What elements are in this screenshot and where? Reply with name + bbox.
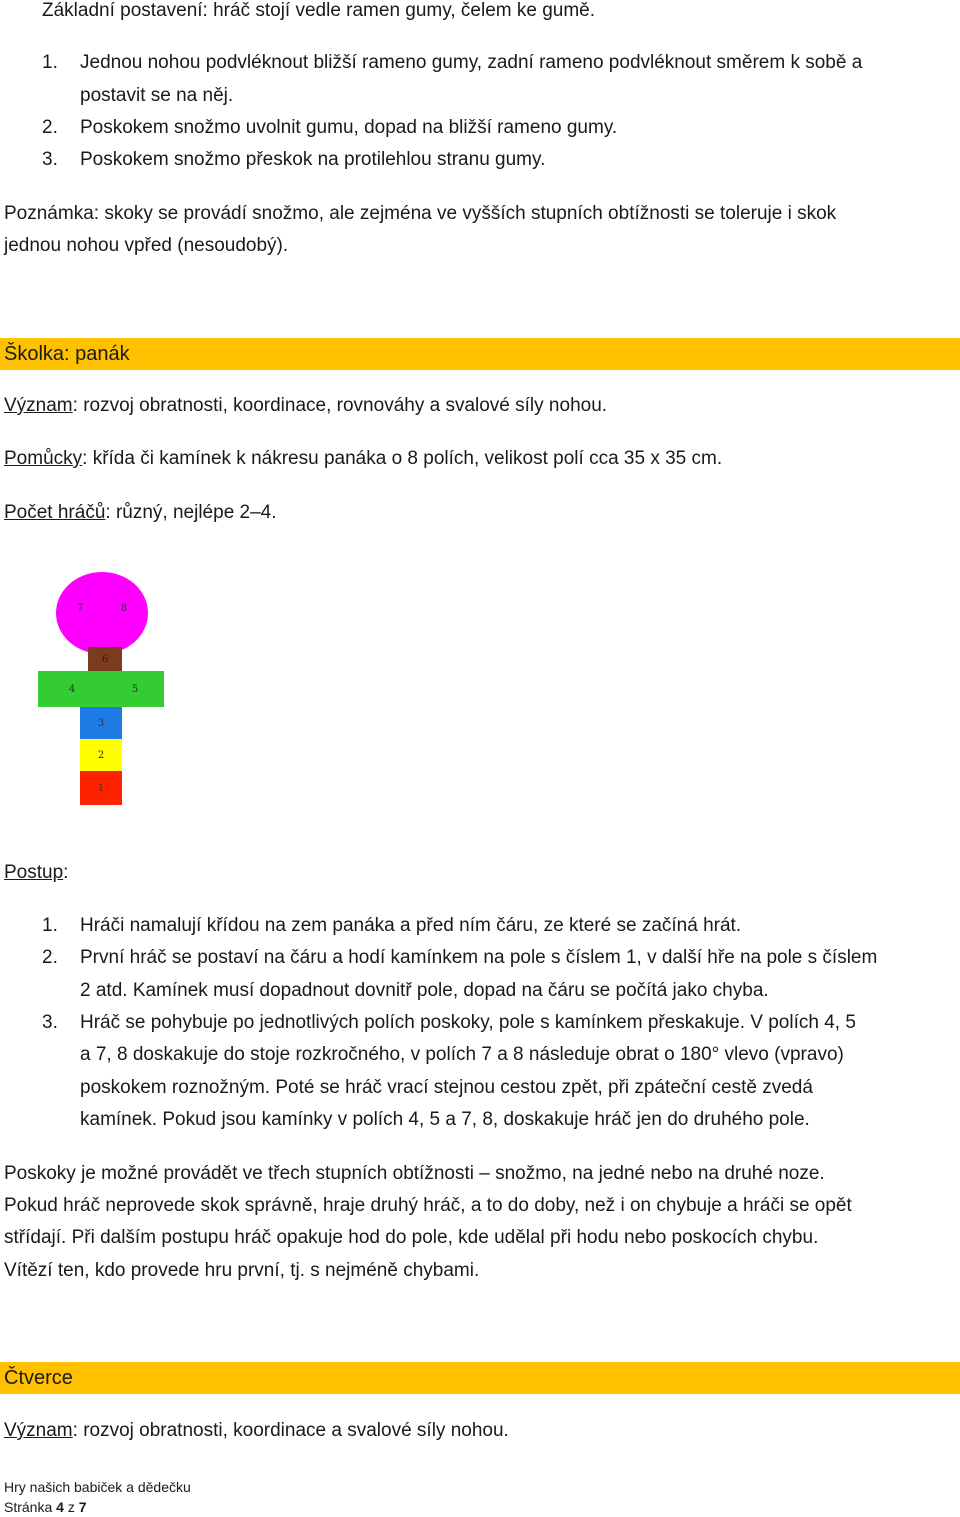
figure-cell-6: 6 <box>88 647 122 671</box>
procedure-step-line: 2 atd. Kamínek musí dopadnout dovnitř pole, dopad na čáru se počítá jako chyba. <box>80 980 769 1001</box>
meaning-label: Význam <box>4 395 73 416</box>
hopscotch-figure <box>30 565 180 815</box>
page-total: 7 <box>78 1499 87 1515</box>
note-line: jednou nohou vpřed (nesoudobý). <box>4 235 289 256</box>
procedure-step-number: 2. <box>42 947 58 968</box>
figure-cell-label: 8 <box>120 602 128 614</box>
figure-cell-3: 3 <box>80 707 122 739</box>
tools-row <box>4 443 722 475</box>
closing-line: Pokud hráč neprovede skok správně, hraje druhý hráč, a to do doby, než i on chybuje a hráči se opět <box>4 1195 852 1216</box>
meaning-text: : rozvoj obratnosti, koordinace a svalové síly nohou. <box>72 1420 509 1441</box>
note-line: Poznámka: skoky se provádí snožmo, ale zejména ve vyšších stupních obtížnosti se toleruje i skok <box>4 203 837 224</box>
page-prefix: Stránka <box>4 1499 57 1515</box>
footer-title: Hry našich babiček a dědečku <box>4 1479 191 1495</box>
procedure-step-line: kamínek. Pokud jsou kamínky v polích 4, 5 a 7, 8, doskakuje hráč jen do druhého pole. <box>80 1109 810 1130</box>
procedure-step-number: 1. <box>42 915 58 936</box>
meaning-row <box>4 1415 509 1447</box>
intro-step-number: 2. <box>42 117 58 138</box>
figure-cell-4: 4 <box>38 671 106 707</box>
procedure-step-line: Hráči namalují křídou na zem panáka a před ním čáru, ze které se začíná hrát. <box>80 915 742 936</box>
closing-line: střídají. Při dalším postupu hráč opakuje hod do pole, kde udělal při hodu nebo poskocích chybu. <box>4 1227 819 1248</box>
procedure-colon: : <box>63 862 69 883</box>
tools-label: Pomůcky <box>4 448 83 469</box>
intro-step-line: Jednou nohou podvléknout bližší rameno gumy, zadní rameno podvléknout směrem k sobě a <box>80 52 863 73</box>
intro-step-line: Poskokem snožmo uvolnit gumu, dopad na bližší rameno gumy. <box>80 117 618 138</box>
figure-cell-1: 1 <box>80 771 122 805</box>
closing-line: Vítězí ten, kdo provede hru první, tj. s nejméně chybami. <box>4 1260 480 1281</box>
procedure-step-line: První hráč se postaví na čáru a hodí kamínkem na pole s číslem 1, v další hře na pole s číslem <box>80 947 878 968</box>
procedure-step-line: Hráč se pohybuje po jednotlivých polích poskoky, pole s kamínkem přeskakuje. V polích 4, 5 <box>80 1012 856 1033</box>
players-label: Počet hráčů <box>4 502 106 523</box>
meaning-row <box>4 390 607 422</box>
section-heading-bar <box>0 338 960 370</box>
intro-step-number: 1. <box>42 52 58 73</box>
intro-step-line: postavit se na něj. <box>80 85 234 106</box>
meaning-text: : rozvoj obratnosti, koordinace, rovnováhy a svalové síly nohou. <box>72 395 608 416</box>
players-text: : různý, nejlépe 2–4. <box>105 502 277 523</box>
intro-step-line: Poskokem snožmo přeskok na protilehlou stranu gumy. <box>80 149 546 170</box>
section-heading: Čtverce <box>4 1367 73 1389</box>
intro-step-number: 3. <box>42 149 58 170</box>
procedure-heading <box>4 857 68 889</box>
closing-line: Poskoky je možné provádět ve třech stupních obtížnosti – snožmo, na jedné nebo na druhé noze. <box>4 1163 825 1184</box>
procedure-step-number: 3. <box>42 1012 58 1033</box>
procedure-step-line: poskokem roznožným. Poté se hráč vrací stejnou cestou zpět, při zpáteční cestě zvedá <box>80 1077 813 1098</box>
section-heading: Školka: panák <box>4 343 130 365</box>
basic-position-text: Základní postavení: hráč stojí vedle ramen gumy, čelem ke gumě. <box>42 0 596 21</box>
figure-cell-2: 2 <box>80 739 122 771</box>
page-separator: z <box>63 1499 79 1515</box>
procedure-label: Postup <box>4 862 64 883</box>
procedure-step-line: a 7, 8 doskakuje do stoje rozkročného, v polích 7 a 8 následuje obrat o 180° vlevo (vpravo) <box>80 1044 844 1065</box>
figure-cell-label: 7 <box>76 602 84 614</box>
section-heading-bar <box>0 1362 960 1394</box>
footer-page-number <box>4 1497 87 1517</box>
figure-cell-5: 5 <box>106 671 164 707</box>
meaning-label: Význam <box>4 1420 73 1441</box>
tools-text: : křída či kamínek k nákresu panáka o 8 polích, velikost polí cca 35 x 35 cm. <box>82 448 723 469</box>
players-row <box>4 497 277 529</box>
page-current: 4 <box>56 1499 64 1515</box>
